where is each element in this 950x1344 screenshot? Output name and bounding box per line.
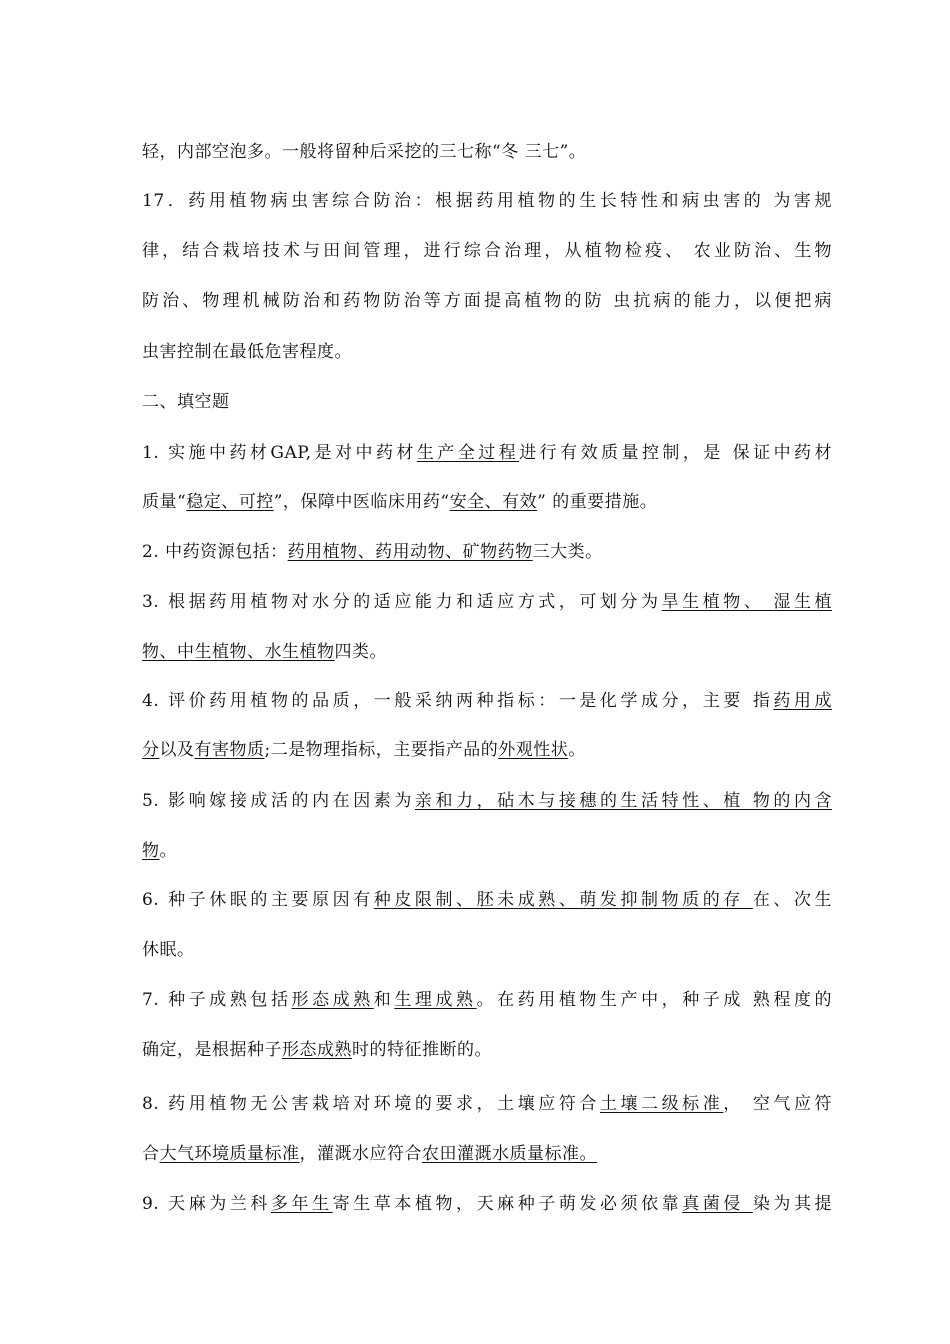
text-segment: 以及 bbox=[159, 740, 195, 760]
text-segment: 虫害控制在最低危害程度。 bbox=[142, 342, 352, 362]
underlined-answer: 药用成 bbox=[773, 691, 832, 711]
text-segment: 四类。 bbox=[334, 642, 387, 662]
text-line bbox=[142, 490, 832, 514]
text-segment: 1. 实施中药材GAP,是对中药材 bbox=[142, 443, 417, 463]
underlined-answer: 安全、有效 bbox=[449, 492, 538, 512]
underlined-answer: 物 bbox=[142, 841, 160, 861]
text-line bbox=[142, 789, 832, 813]
text-line bbox=[142, 938, 832, 962]
text-line bbox=[142, 441, 832, 465]
text-line bbox=[142, 1142, 832, 1166]
underlined-answer: 生产全过程 bbox=[416, 443, 520, 463]
underlined-answer: 大气环境质量标准 bbox=[159, 1144, 300, 1164]
text-segment: 时的特征推断的。 bbox=[352, 1040, 492, 1060]
text-segment: 9. 天麻为兰科 bbox=[142, 1194, 271, 1214]
text-line bbox=[142, 289, 832, 313]
text-segment: 轻，内部空泡多。一般将留种后采挖的三七称“冬 三七”。 bbox=[142, 142, 587, 162]
text-line bbox=[142, 1038, 832, 1062]
text-line bbox=[142, 1192, 832, 1216]
underlined-answer: 生理成熟 bbox=[394, 990, 477, 1010]
text-segment: ;二是物理指标，主要指产品的 bbox=[264, 740, 499, 760]
text-segment: 。 bbox=[568, 740, 586, 760]
underlined-answer: 有害物质 bbox=[194, 740, 265, 760]
text-line bbox=[142, 1092, 832, 1116]
underlined-answer: 旱生植物、 湿生植 bbox=[661, 592, 833, 612]
underlined-answer: 真菌侵 bbox=[682, 1194, 753, 1214]
text-line bbox=[142, 738, 832, 762]
underlined-answer: 外观性状 bbox=[498, 740, 569, 760]
underlined-answer: 形态成熟 bbox=[282, 1040, 352, 1060]
text-segment: 质量“ bbox=[142, 492, 187, 512]
text-segment: 和 bbox=[373, 990, 395, 1010]
underlined-answer: 亲和力，砧木与接穗的生活特性、植 物的内含 bbox=[414, 791, 833, 811]
text-segment: 5. 影响嫁接成活的内在因素为 bbox=[142, 791, 415, 811]
text-line bbox=[142, 888, 832, 912]
underlined-answer: 土壤二级标准 bbox=[599, 1094, 724, 1114]
text-segment: 染为其提 bbox=[752, 1194, 833, 1214]
underlined-answer: 多年生 bbox=[270, 1194, 333, 1214]
text-segment: ，灌溉水应符合 bbox=[299, 1144, 422, 1164]
text-segment: 7. 种子成熟包括 bbox=[142, 990, 292, 1010]
text-segment: ”，保障中医临床用药“ bbox=[273, 492, 450, 512]
text-segment: 6. 种子休眠的主要原因有 bbox=[142, 890, 374, 910]
text-line bbox=[142, 540, 832, 564]
text-segment: 确定，是根据种子 bbox=[142, 1040, 282, 1060]
text-segment: 17．药用植物病虫害综合防治：根据药用植物的生长特性和病虫害的 为害规 bbox=[142, 191, 832, 211]
text-segment: 进行有效质量控制，是 保证中药材 bbox=[519, 443, 833, 463]
underlined-answer: 种皮限制、胚未成熟、萌发抑制物质的存 bbox=[373, 890, 753, 910]
underlined-answer: 农田灌溉水质量标准。 bbox=[422, 1144, 597, 1164]
text-segment: 。 bbox=[159, 841, 177, 861]
underlined-answer: 药用植物、药用动物、矿物药物 bbox=[287, 542, 533, 562]
section-heading bbox=[142, 390, 832, 414]
text-segment: 。在药用植物生产中，种子成 熟程度的 bbox=[476, 990, 833, 1010]
text-line bbox=[142, 189, 832, 213]
text-segment: 2. 中药资源包括： bbox=[142, 542, 288, 562]
text-line bbox=[142, 140, 832, 164]
underlined-answer: 稳定、可控 bbox=[186, 492, 274, 512]
text-line bbox=[142, 340, 832, 364]
underlined-answer: 形态成熟 bbox=[291, 990, 374, 1010]
text-segment: 在、次生 bbox=[752, 890, 833, 910]
text-segment: 防治、物理机械防治和药物防治等方面提高植物的防 虫抗病的能力，以便把病 bbox=[142, 291, 832, 311]
text-line bbox=[142, 640, 832, 664]
text-segment: ， 空气应符 bbox=[723, 1094, 832, 1114]
underlined-answer: 物、中生植物、水生植物 bbox=[142, 642, 335, 662]
underlined-answer: 分 bbox=[142, 740, 160, 760]
text-segment: 寄生草本植物，天麻种子萌发必须依靠 bbox=[332, 1194, 683, 1214]
text-line bbox=[142, 839, 832, 863]
text-line bbox=[142, 689, 832, 713]
text-line bbox=[142, 239, 832, 263]
text-segment: 合 bbox=[142, 1144, 160, 1164]
text-segment: 律，结合栽培技术与田间管理，进行综合治理，从植物检疫、 农业防治、生物 bbox=[142, 241, 832, 261]
text-segment: 三大类。 bbox=[532, 542, 603, 562]
text-segment: 3. 根据药用植物对水分的适应能力和适应方式，可划分为 bbox=[142, 592, 662, 612]
text-segment: ” 的重要措施。 bbox=[537, 492, 658, 512]
text-segment: 4. 评价药用植物的品质，一般采纳两种指标：一是化学成分，主要 指 bbox=[142, 691, 774, 711]
text-segment: 二、填空题 bbox=[142, 392, 230, 412]
text-line bbox=[142, 988, 832, 1012]
text-segment: 8. 药用植物无公害栽培对环境的要求，土壤应符合 bbox=[142, 1094, 600, 1114]
text-segment: 休眠。 bbox=[142, 940, 195, 960]
text-line bbox=[142, 590, 832, 614]
